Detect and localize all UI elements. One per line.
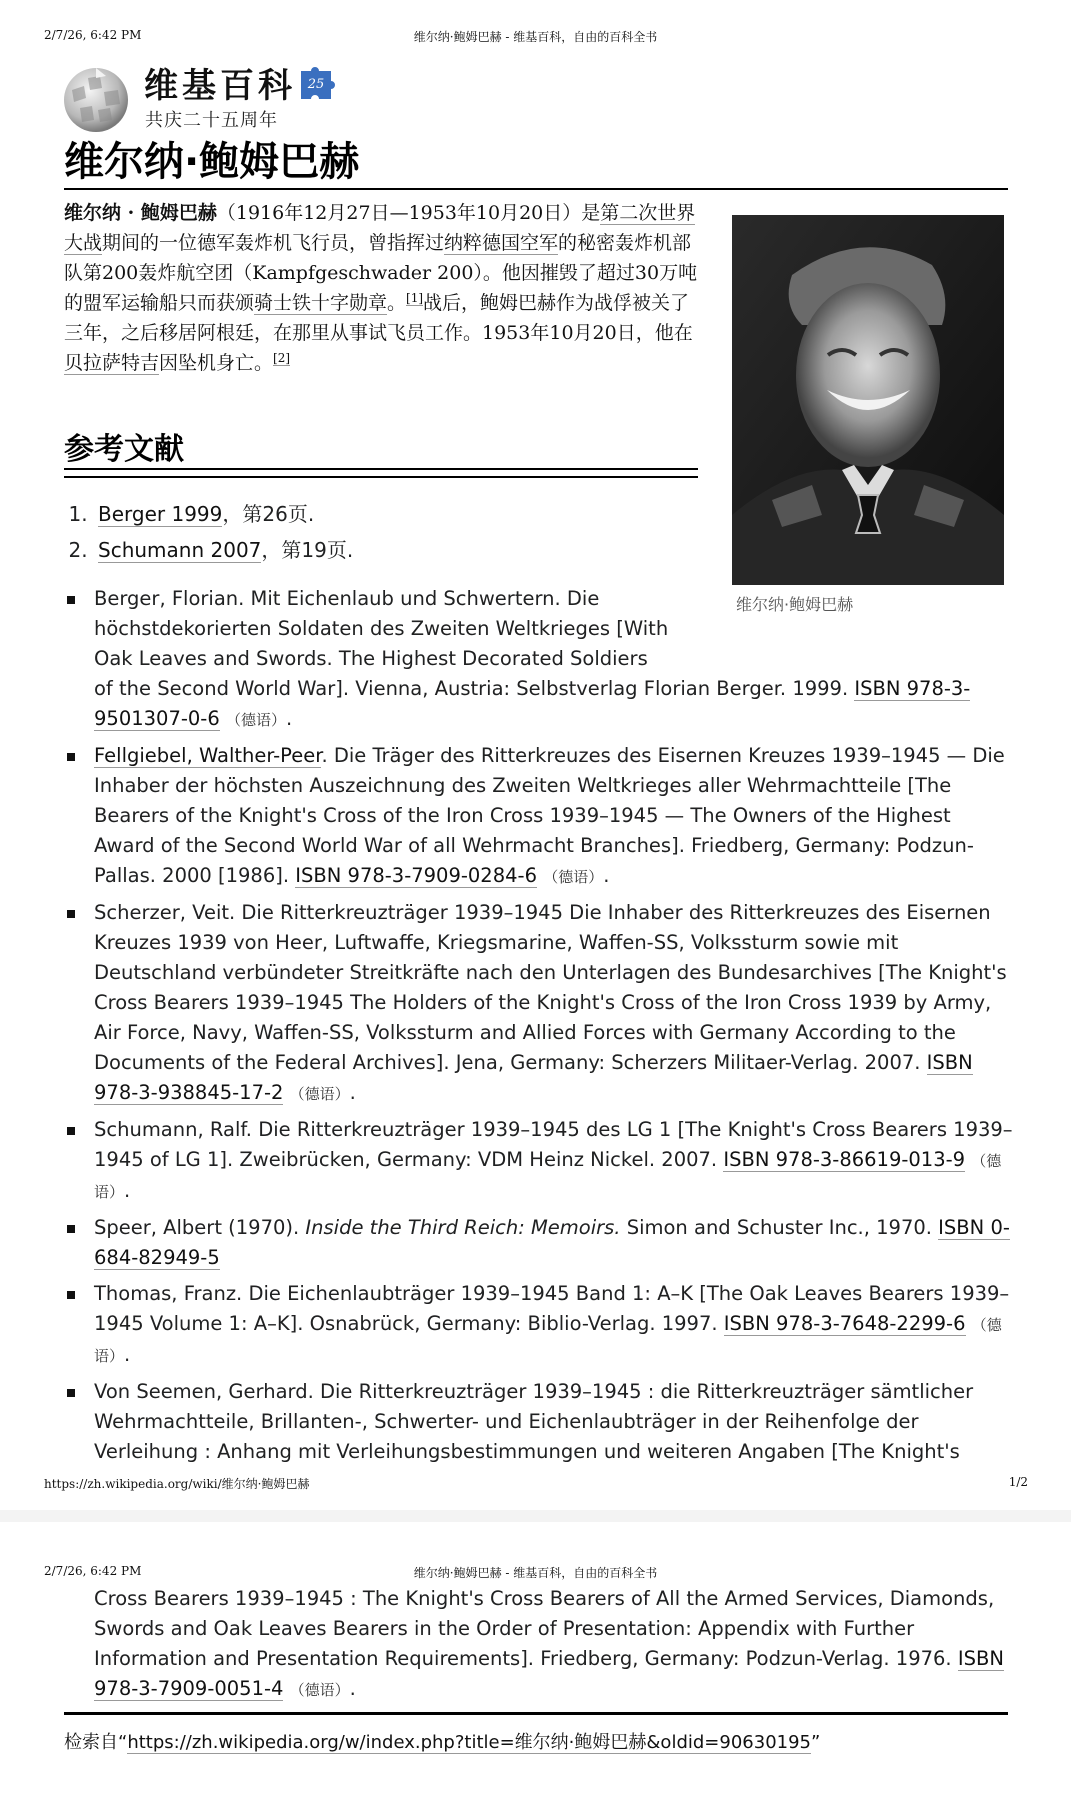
article-subject-name: 维尔纳 · 鲍姆巴赫 — [64, 202, 217, 224]
lede-text: （1916年12月27日—1953年10月20日）是 — [216, 202, 601, 224]
language-tag: （德语） — [289, 1085, 350, 1103]
print-url: https://zh.wikipedia.org/wiki/维尔纳·鲍姆巴赫 — [44, 1477, 310, 1491]
print-date: 2/7/26, 6:42 PM — [44, 28, 142, 42]
link-luftwaffe[interactable]: 纳粹德国空军 — [444, 232, 559, 254]
footnote-text: ，第26页. — [222, 502, 315, 526]
bullet-icon — [67, 1389, 75, 1397]
language-tag: （德语） — [225, 711, 286, 729]
retrieved-suffix: ” — [811, 1732, 821, 1753]
citation-text: Berger, Florian. Mit Eichenlaub und Schwertern. Die höchstdekorierten Soldaten des Zweiten Weltkrieges [With Oak Leaves and Swords. The Highest Decorated Soldiers — [94, 587, 669, 670]
image-caption: 维尔纳·鲍姆巴赫 — [736, 595, 854, 614]
citation-text: Thomas, Franz. Die Eichenlaubträger 1939–1945 Band 1: A–K [The Oak Leaves Bearers 1939–1945 Volume 1: A–K]. Osnabrück, Germany: Biblio-Verlag. 1997. — [94, 1282, 1010, 1335]
bullet-icon — [67, 596, 75, 604]
retrieved-from — [64, 1728, 820, 1754]
bullet-icon — [67, 1225, 75, 1233]
bibliography-item — [64, 1213, 1014, 1273]
lede-text: 的秘密轰炸机部队第200轰炸航空团（Kampfgeschwader 200）。他因摧毁了超过30万吨的盟军运输船只而获颁 — [64, 232, 698, 314]
language-tag: （德语） — [289, 1681, 350, 1699]
bullet-icon — [67, 753, 75, 761]
permalink[interactable]: https://zh.wikipedia.org/w/index.php?title=维尔纳·鲍姆巴赫&oldid=90630195 — [127, 1732, 812, 1753]
bibliography-item — [64, 584, 1014, 735]
print-date: 2/7/26, 6:42 PM — [44, 1564, 142, 1578]
language-tag: （德语） — [94, 1152, 1002, 1201]
citation-text: Speer, Albert (1970). — [94, 1216, 306, 1239]
site-tagline: 共庆二十五周年 — [145, 110, 278, 131]
citation-text: Simon and Schuster Inc., 1970. — [620, 1216, 939, 1239]
lede-text: 因坠机身亡。 — [159, 352, 274, 374]
citation-text: . Die Träger des Ritterkreuzes des Eisernen Kreuzes 1939–1945 — Die Inhaber der höchsten Auszeichnung des Zweiten Weltkrieges aller Wehrmachtteile [The Bearers of the Knight's Cross of the Iron Cross 1939–1945 — The Owners of the Highest Award of the Second World War of all Wehrmacht Branches]. Friedberg, Germany: Podzun-Pallas. 2000 [1986]. — [94, 744, 1005, 887]
language-tag: （德语） — [94, 1316, 1002, 1365]
citation-text: . — [124, 1343, 131, 1366]
print-page-2 — [0, 1522, 1071, 1800]
citation-text: Scherzer, Veit. Die Ritterkreuzträger 1939–1945 Die Inhaber des Ritterkreuzes des Eisernen Kreuzes 1939 von Heer, Luftwaffe, Kriegsmarine, Waffen-SS, Volkssturm sowie mit Deutschland verbündeter Streitkräfte nach den Unterlagen des Bundesarchives [The Knight's Cross Bearers 1939–1945 The Holders of the Knight's Cross of the Iron Cross 1939 by Army, Air Force, Navy, Waffen-SS, Volkssturm and Allied Forces with Germany According to the Documents of the Federal Archives]. Jena, Germany: Scherzers Militaer-Verlag. 2007. — [94, 901, 1007, 1074]
citation-text: of the Second World War]. Vienna, Austria: Selbstverlag Florian Berger. 1999. — [94, 677, 855, 700]
isbn-link[interactable]: ISBN 978-3-7648-2299-6 — [723, 1312, 966, 1335]
wikipedia-globe-icon[interactable] — [62, 66, 130, 134]
footnote-item — [94, 532, 754, 568]
retrieved-prefix: 检索自“ — [64, 1732, 128, 1753]
references-heading: 参考文献 — [64, 432, 184, 467]
bullet-icon — [67, 1291, 75, 1299]
citation-text: . — [603, 864, 610, 887]
bullet-icon — [67, 1127, 75, 1135]
print-page-title: 维尔纳·鲍姆巴赫 - 维基百科，自由的百科全书 — [413, 30, 658, 44]
lede-text: 期间的一位德军轰炸机飞行员，曾指挥过 — [102, 232, 445, 254]
footnote-text: ，第19页. — [261, 538, 354, 562]
bibliography-continuation — [94, 1584, 1014, 1705]
bibliography-item — [64, 898, 1014, 1109]
bibliography-item — [64, 1115, 1014, 1207]
footnote-list — [64, 496, 754, 568]
citation-text: . — [285, 707, 293, 730]
lede-text: 战后，鲍姆巴赫作为战俘被关了三年，之后移居阿根廷，在那里从事试飞员工作。1953年10月20日，他在 — [64, 292, 693, 344]
footer-divider — [64, 1712, 1008, 1715]
citation-1[interactable]: [1] — [406, 290, 424, 305]
footnote-item — [94, 496, 754, 532]
portrait-photo[interactable] — [732, 215, 1004, 585]
isbn-link[interactable]: ISBN 0-684-82949-5 — [94, 1216, 1010, 1269]
bibliography-item — [64, 1279, 1014, 1371]
citation-text: . — [349, 1081, 356, 1104]
book-title: Inside the Third Reich: Memoirs. — [305, 1216, 621, 1239]
article-lede — [64, 198, 699, 378]
isbn-link[interactable]: ISBN 978-3-86619-013-9 — [723, 1148, 966, 1171]
print-page-title: 维尔纳·鲍姆巴赫 - 维基百科，自由的百科全书 — [413, 1566, 658, 1580]
bibliography-item — [64, 1377, 1014, 1467]
link-berazategui[interactable]: 贝拉萨特吉 — [64, 352, 160, 374]
wikipedia-wordmark[interactable]: 维基百科 — [144, 66, 296, 106]
isbn-link[interactable]: ISBN 978-3-7909-0051-4 — [94, 1647, 1004, 1700]
citation-text: . — [124, 1179, 131, 1202]
citation-text: . — [349, 1677, 356, 1700]
bibliography-item — [64, 741, 1014, 892]
language-tag: （德语） — [543, 868, 604, 886]
section-divider — [64, 468, 698, 470]
anniversary-badge-text: 25 — [307, 77, 325, 92]
print-page-number: 1/2 — [1008, 1475, 1028, 1489]
footnote-link[interactable]: Schumann 2007 — [98, 538, 262, 562]
citation-text: Cross Bearers 1939–1945 : The Knight's Cross Bearers of All the Armed Services, Diamonds, Swords and Oak Leaves Bearers in the Order of Presentation: Appendix with Further Information and Presentation Requirements]. Friedberg, Germany: Podzun-Verlag. 1976. — [94, 1587, 995, 1670]
citation-text: Von Seemen, Gerhard. Die Ritterkreuzträger 1939–1945 : die Ritterkreuzträger sämtlicher Wehrmachtteile, Brillanten-, Schwerter- und Eichenlaubträger in der Reihenfolge der Verleihung : Anhang mit Verleihungsbestimmungen und weiteren Angaben [The Knight's — [94, 1380, 974, 1463]
isbn-link[interactable]: ISBN 978-3-938845-17-2 — [94, 1051, 973, 1104]
bibliography-list — [64, 584, 1014, 1473]
isbn-link[interactable]: ISBN 978-3-9501307-0-6 — [94, 677, 971, 730]
citation-2[interactable]: [2] — [273, 350, 291, 365]
link-knights-cross[interactable]: 骑士铁十字勋章 — [254, 292, 388, 314]
anniversary-puzzle-badge-icon — [297, 65, 337, 101]
title-divider — [64, 188, 1008, 190]
article-title: 维尔纳·鲍姆巴赫 — [64, 139, 360, 185]
author-link[interactable]: Fellgiebel, Walther-Peer — [94, 744, 322, 767]
citation-text: Schumann, Ralf. Die Ritterkreuzträger 1939–1945 des LG 1 [The Knight's Cross Bearers 1939–1945 of LG 1]. Zweibrücken, Germany: VDM Heinz Nickel. 2007. — [94, 1118, 1013, 1171]
footnote-link[interactable]: Berger 1999 — [98, 502, 223, 526]
bullet-icon — [67, 910, 75, 918]
section-divider — [64, 476, 698, 478]
link-ww2[interactable]: 第二次世界大战 — [64, 202, 696, 254]
lede-text: 。 — [387, 292, 407, 314]
isbn-link[interactable]: ISBN 978-3-7909-0284-6 — [295, 864, 537, 887]
